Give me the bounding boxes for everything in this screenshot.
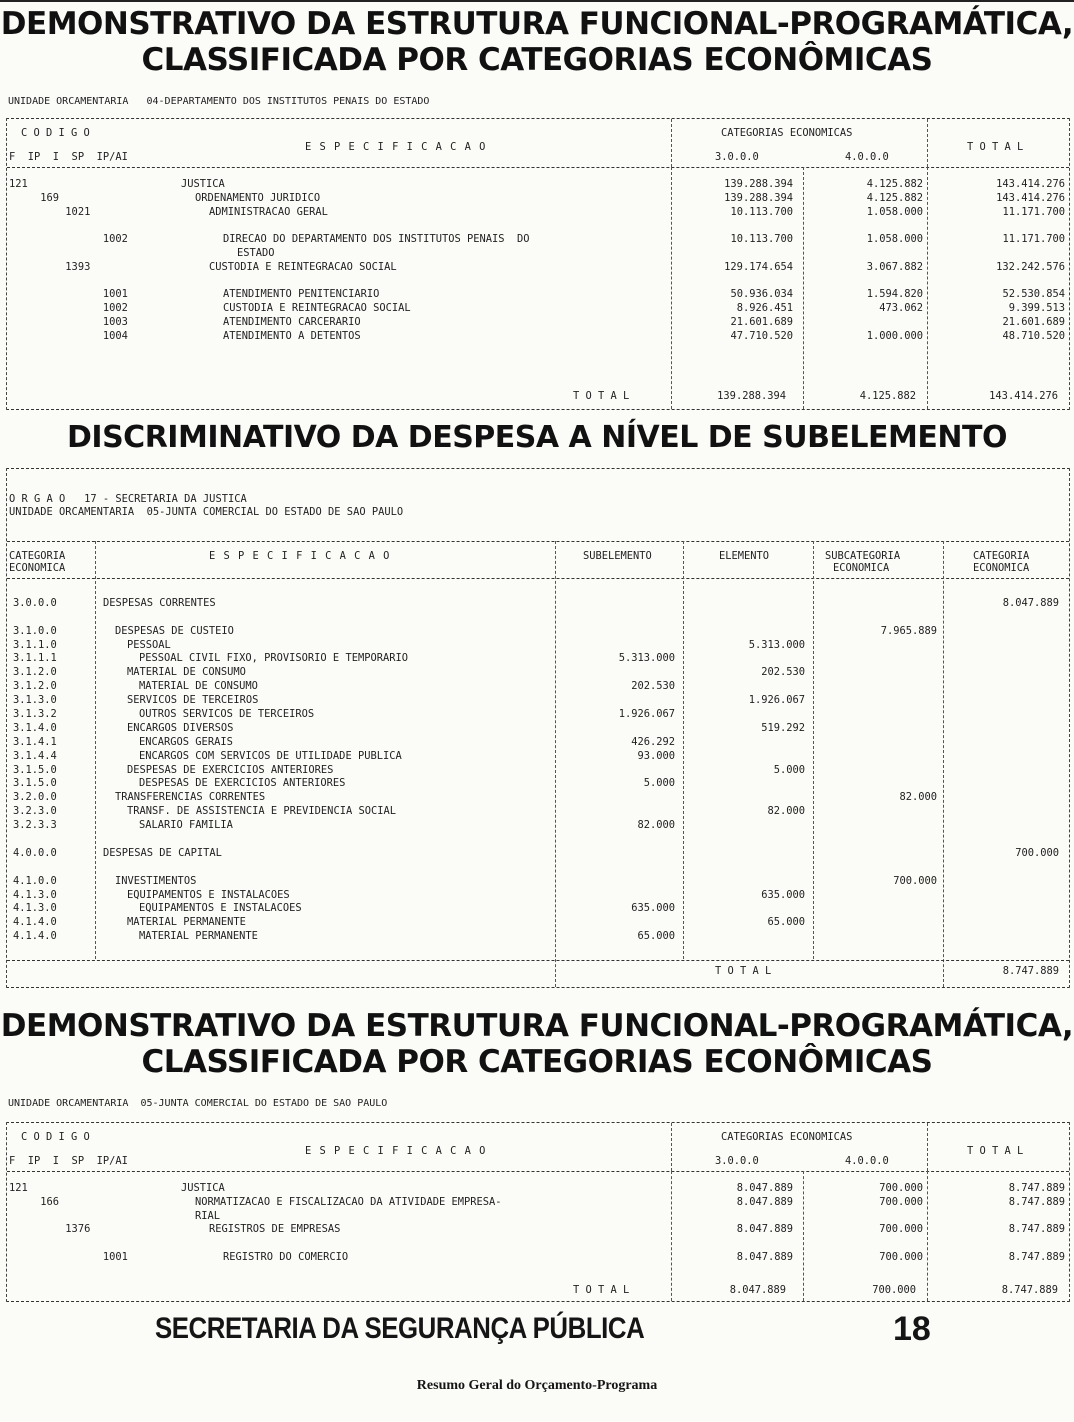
row-spec: ENCARGOS COM SERVICOS DE UTILIDADE PUBLICA [139, 749, 402, 762]
row-code: 1002 [9, 233, 128, 246]
column-divider [95, 541, 96, 959]
row-value-3000: 8.047.889 [736, 1182, 793, 1194]
footer-secretaria: SECRETARIA DA SEGURANÇA PÚBLICA [155, 1312, 645, 1345]
table-row [7, 889, 1069, 903]
row-elemento: 5.313.000 [748, 638, 805, 651]
table-header [7, 119, 1069, 168]
header-code-cols: F IP I SP IP/AI [9, 151, 128, 163]
total-label: T O T A L [715, 965, 772, 977]
row-subcategoria: 700.000 [893, 874, 937, 887]
section-3-table [6, 1122, 1070, 1302]
column-divider [803, 167, 804, 409]
row-subelemento: 1.926.067 [618, 708, 675, 721]
column-divider [927, 1123, 928, 1171]
row-spec: DESPESAS DE EXERCICIOS ANTERIORES [139, 777, 346, 790]
table-row [7, 736, 1069, 750]
row-code: 3.1.3.0 [13, 694, 57, 707]
section-1-unit-line [8, 96, 429, 107]
row-code: 3.1.3.2 [13, 708, 57, 721]
row-spec: ORDENAMENTO JURIDICO [195, 191, 321, 204]
row-value-3000: 129.174.654 [724, 260, 793, 273]
row-value-total: 52.530.854 [1002, 288, 1065, 301]
section-3-body [7, 1172, 1069, 1265]
section-1-title-line2: CLASSIFICADA POR CATEGORIAS ECONÔMICAS [141, 42, 933, 78]
header-codigo: C O D I G O [21, 1131, 90, 1143]
section-2-body [7, 579, 1069, 944]
header-col-4000: 4.0.0.0 [845, 151, 889, 163]
header-col-3000: 3.0.0.0 [715, 151, 759, 163]
table-row [7, 611, 1069, 625]
column-divider [803, 1171, 804, 1301]
row-spec: ADMINISTRACAO GERAL [209, 205, 328, 218]
row-code: 3.1.0.0 [13, 624, 57, 637]
header-total: T O T A L [967, 1145, 1024, 1157]
row-spec: SALARIO FAMILIA [139, 819, 233, 832]
row-spec: ATENDIMENTO PENITENCIARIO [223, 288, 380, 301]
row-subcategoria: 82.000 [899, 791, 937, 804]
row-code: 3.2.3.0 [13, 805, 57, 818]
table-row [7, 847, 1069, 861]
row-spec: RIAL [195, 1209, 221, 1222]
total-grand: 143.414.276 [989, 390, 1058, 402]
orgao-line: O R G A O 17 - SECRETARIA DA JUSTICA [9, 493, 247, 505]
row-spec: DESPESAS DE CUSTEIO [115, 624, 234, 637]
header-total: T O T A L [967, 141, 1024, 153]
unit-value: 05-JUNTA COMERCIAL DO ESTADO DE SAO PAULO [140, 1098, 388, 1109]
row-spec: DESPESAS DE CAPITAL [103, 846, 222, 859]
row-elemento: 519.292 [761, 721, 805, 734]
unit-value: 04-DEPARTAMENTO DOS INSTITUTOS PENAIS DO ESTADO [146, 96, 430, 107]
row-spec: MATERIAL DE CONSUMO [127, 666, 246, 679]
table-row [7, 1196, 1069, 1210]
row-value-3000: 8.047.889 [736, 1195, 793, 1208]
table-row [7, 819, 1069, 833]
row-elemento: 5.000 [773, 763, 805, 776]
row-code: 4.1.3.0 [13, 888, 57, 901]
section-3-title-line1: DEMONSTRATIVO DA ESTRUTURA FUNCIONAL-PROGRAMÁTICA, [0, 1008, 1074, 1044]
section-3-total-row [0, 1284, 1074, 1298]
row-elemento: 82.000 [767, 805, 805, 818]
total-4000: 700.000 [872, 1284, 916, 1296]
row-code: 1001 [9, 1250, 128, 1263]
table-row [7, 902, 1069, 916]
row-value-4000: 4.125.882 [866, 178, 923, 190]
row-subelemento: 426.292 [631, 735, 675, 748]
row-elemento: 1.926.067 [748, 694, 805, 707]
row-subelemento: 5.313.000 [618, 652, 675, 665]
row-code: 169 [9, 191, 60, 204]
table-row [7, 722, 1069, 736]
row-spec: SERVICOS DE TERCEIROS [127, 694, 259, 707]
row-subelemento: 82.000 [637, 819, 675, 832]
table-row [7, 233, 1069, 247]
row-code: 1021 [9, 205, 91, 218]
row-code: 121 [9, 178, 28, 190]
page-number: 18 [893, 1310, 931, 1348]
row-code: 3.1.2.0 [13, 666, 57, 679]
total-grand: 8.747.889 [1001, 1284, 1058, 1296]
row-spec: MATERIAL PERMANENTE [139, 930, 258, 943]
table-row [7, 666, 1069, 680]
row-spec: DESPESAS CORRENTES [103, 596, 216, 609]
row-spec: TRANSF. DE ASSISTENCIA E PREVIDENCIA SOCIAL [127, 805, 396, 818]
row-value-total: 8.747.889 [1008, 1223, 1065, 1236]
section-3-unit-line [8, 1098, 387, 1109]
row-spec: JUSTICA [181, 178, 225, 190]
row-value-3000: 47.710.520 [730, 329, 793, 342]
table-row [7, 330, 1069, 344]
row-subelemento: 65.000 [637, 930, 675, 943]
row-spec: DIRECAO DO DEPARTAMENTO DOS INSTITUTOS PENAIS DO [223, 233, 530, 246]
row-value-3000: 10.113.700 [730, 205, 793, 218]
row-spec: OUTROS SERVICOS DE TERCEIROS [139, 708, 315, 721]
column-divider [927, 1171, 928, 1301]
table-row [7, 1223, 1069, 1237]
row-spec: DESPESAS DE EXERCICIOS ANTERIORES [127, 763, 334, 776]
total-label: T O T A L [573, 1284, 630, 1296]
unit-label: UNIDADE ORCAMENTARIA [8, 1098, 129, 1109]
row-spec: JUSTICA [181, 1182, 225, 1194]
total-value: 8.747.889 [1002, 965, 1059, 977]
header-col-4000: 4.0.0.0 [845, 1155, 889, 1167]
row-value-3000: 139.288.394 [724, 178, 793, 190]
row-value-3000: 8.926.451 [736, 302, 793, 315]
column-divider [671, 1123, 672, 1171]
column-divider [683, 541, 684, 959]
row-spec: INVESTIMENTOS [115, 874, 197, 887]
row-value-total: 143.414.276 [996, 191, 1065, 204]
total-4000: 4.125.882 [859, 390, 916, 402]
row-code: 3.1.4.4 [13, 749, 57, 762]
row-code: 4.0.0.0 [13, 846, 57, 859]
header-categorias: CATEGORIAS ECONOMICAS [721, 1131, 853, 1143]
header-cat-economica-2: ECONOMICA [973, 562, 1030, 574]
row-value-3000: 8.047.889 [736, 1223, 793, 1236]
row-subelemento: 93.000 [637, 749, 675, 762]
row-value-4000: 1.594.820 [866, 288, 923, 301]
table-row [7, 652, 1069, 666]
row-value-total: 11.171.700 [1002, 205, 1065, 218]
table-row [7, 1237, 1069, 1251]
row-spec: ENCARGOS GERAIS [139, 735, 233, 748]
table-row [7, 316, 1069, 330]
header-economica: ECONOMICA [9, 562, 66, 574]
row-code: 3.2.3.3 [13, 819, 57, 832]
row-code: 4.1.4.0 [13, 930, 57, 943]
row-code: 1002 [9, 302, 128, 315]
section-3-title-line2: CLASSIFICADA POR CATEGORIAS ECONÔMICAS [141, 1044, 933, 1080]
table-row [7, 206, 1069, 220]
row-spec: ENCARGOS DIVERSOS [127, 721, 234, 734]
column-divider [813, 541, 814, 959]
row-elemento: 202.530 [761, 666, 805, 679]
header-categorias: CATEGORIAS ECONOMICAS [721, 127, 853, 139]
row-value-4000: 4.125.882 [866, 191, 923, 204]
row-spec: REGISTRO DO COMERCIO [223, 1250, 349, 1263]
total-3000: 8.047.889 [729, 1284, 786, 1296]
row-value-total: 132.242.576 [996, 260, 1065, 273]
row-code: 121 [9, 1182, 28, 1194]
row-value-3000: 8.047.889 [736, 1250, 793, 1263]
table-row [7, 694, 1069, 708]
row-subelemento: 202.530 [631, 680, 675, 693]
row-value-total: 21.601.689 [1002, 315, 1065, 328]
table-row [7, 625, 1069, 639]
row-value-3000: 10.113.700 [730, 233, 793, 246]
table-row [7, 219, 1069, 233]
table-row [7, 861, 1069, 875]
header-especificacao: E S P E C I F I C A C A O [305, 1145, 487, 1157]
unit-label: UNIDADE ORCAMENTARIA [8, 96, 129, 107]
row-subelemento: 5.000 [643, 777, 675, 790]
row-spec: ATENDIMENTO CARCERARIO [223, 315, 361, 328]
table-row [7, 247, 1069, 261]
table-row [7, 916, 1069, 930]
row-value-total: 11.171.700 [1002, 233, 1065, 246]
row-value-4000: 3.067.882 [866, 260, 923, 273]
table-header [7, 1123, 1069, 1172]
table-row [7, 261, 1069, 275]
row-value-total: 9.399.513 [1008, 302, 1065, 315]
table-row [7, 805, 1069, 819]
table-row [7, 1182, 1069, 1196]
row-spec: EQUIPAMENTOS E INSTALACOES [139, 902, 302, 915]
row-code: 3.1.4.1 [13, 735, 57, 748]
table-row [7, 192, 1069, 206]
row-subelemento: 635.000 [631, 902, 675, 915]
total-label: T O T A L [573, 390, 630, 402]
section-1-table [6, 118, 1070, 410]
row-value-total: 8.747.889 [1008, 1195, 1065, 1208]
top-rule [0, 0, 1074, 2]
row-code: 166 [9, 1195, 60, 1208]
table-row [7, 791, 1069, 805]
header-especificacao: E S P E C I F I C A C A O [305, 141, 487, 153]
unidade-line: UNIDADE ORCAMENTARIA 05-JUNTA COMERCIAL DO ESTADO DE SAO PAULO [9, 506, 404, 518]
header-especificacao: E S P E C I F I C A C A O [209, 550, 391, 562]
row-spec: REGISTROS DE EMPRESAS [209, 1223, 341, 1236]
row-code: 3.1.1.0 [13, 638, 57, 651]
row-code: 1376 [9, 1223, 91, 1236]
row-code: 3.1.5.0 [13, 763, 57, 776]
row-value-total: 48.710.520 [1002, 329, 1065, 342]
row-code: 4.1.0.0 [13, 874, 57, 887]
section-1-title-line1: DEMONSTRATIVO DA ESTRUTURA FUNCIONAL-PROGRAMÁTICA, [0, 6, 1074, 42]
table-row [7, 833, 1069, 847]
row-code: 3.1.2.0 [13, 680, 57, 693]
row-value-4000: 1.058.000 [866, 233, 923, 246]
table-row [7, 930, 1069, 944]
row-value-total: 8.747.889 [1008, 1250, 1065, 1263]
column-divider [927, 119, 928, 167]
row-spec: ESTADO [237, 246, 275, 259]
row-spec: MATERIAL DE CONSUMO [139, 680, 258, 693]
table-row [7, 1210, 1069, 1224]
total-separator [7, 960, 1069, 961]
row-code: 3.1.4.0 [13, 721, 57, 734]
row-spec: NORMATIZACAO E FISCALIZACAO DA ATIVIDADE EMPRESA- [195, 1195, 502, 1208]
section-1-total-row [0, 390, 1074, 404]
section-1-body [7, 168, 1069, 344]
row-code: 1393 [9, 260, 91, 273]
row-categoria: 700.000 [1015, 846, 1059, 859]
column-divider [927, 167, 928, 409]
column-divider [671, 167, 672, 409]
table-row [7, 302, 1069, 316]
row-elemento: 65.000 [767, 916, 805, 929]
row-value-4000: 473.062 [879, 302, 923, 315]
column-divider [943, 541, 944, 987]
total-3000: 139.288.394 [717, 390, 786, 402]
table-row [7, 597, 1069, 611]
row-subcategoria: 7.965.889 [880, 624, 937, 637]
table-row [7, 275, 1069, 289]
row-code: 1004 [9, 329, 128, 342]
row-value-4000: 700.000 [879, 1182, 923, 1194]
table-row [7, 288, 1069, 302]
row-spec: PESSOAL [127, 638, 171, 651]
header-subelemento: SUBELEMENTO [583, 550, 652, 562]
row-spec: CUSTODIA E REINTEGRACAO SOCIAL [223, 302, 411, 315]
row-spec: EQUIPAMENTOS E INSTALACOES [127, 888, 290, 901]
header-elemento: ELEMENTO [719, 550, 770, 562]
row-spec: CUSTODIA E REINTEGRACAO SOCIAL [209, 260, 397, 273]
row-elemento: 635.000 [761, 888, 805, 901]
row-spec: ATENDIMENTO A DETENTOS [223, 329, 361, 342]
row-value-4000: 1.000.000 [866, 329, 923, 342]
row-value-4000: 700.000 [879, 1223, 923, 1236]
row-code: 3.1.1.1 [13, 652, 57, 665]
row-spec: TRANSFERENCIAS CORRENTES [115, 791, 266, 804]
column-divider [671, 1171, 672, 1301]
table-row [7, 1251, 1069, 1265]
table-row [7, 875, 1069, 889]
column-divider [671, 119, 672, 167]
header-subcategoria: SUBCATEGORIA [825, 550, 901, 562]
row-value-3000: 139.288.394 [724, 191, 793, 204]
row-code: 3.2.0.0 [13, 791, 57, 804]
row-code: 3.0.0.0 [13, 596, 57, 609]
row-value-total: 8.747.889 [1008, 1182, 1065, 1194]
table-row [7, 777, 1069, 791]
header-subcat-economica: ECONOMICA [833, 562, 890, 574]
row-code: 4.1.4.0 [13, 916, 57, 929]
table-row [7, 583, 1069, 597]
table-header [7, 542, 1069, 579]
footer-subtitle: Resumo Geral do Orçamento-Programa [416, 1378, 658, 1393]
org-block [7, 469, 1069, 542]
column-divider [555, 541, 556, 987]
header-categoria: CATEGORIA [9, 550, 66, 562]
table-row [7, 178, 1069, 192]
row-code: 1003 [9, 315, 128, 328]
table-row [7, 750, 1069, 764]
table-row [7, 764, 1069, 778]
section-2-total-row [7, 965, 1069, 979]
row-spec: MATERIAL PERMANENTE [127, 916, 246, 929]
table-row [7, 639, 1069, 653]
table-row [7, 680, 1069, 694]
row-code: 3.1.5.0 [13, 777, 57, 790]
row-value-total: 143.414.276 [996, 178, 1065, 190]
row-value-4000: 700.000 [879, 1250, 923, 1263]
row-code: 1001 [9, 288, 128, 301]
header-col-3000: 3.0.0.0 [715, 1155, 759, 1167]
header-cat-economica: CATEGORIA [973, 550, 1030, 562]
row-categoria: 8.047.889 [1002, 596, 1059, 609]
header-code-cols: F IP I SP IP/AI [9, 1155, 128, 1167]
table-row [7, 708, 1069, 722]
row-spec: PESSOAL CIVIL FIXO, PROVISORIO E TEMPORARIO [139, 652, 408, 665]
row-value-3000: 21.601.689 [730, 315, 793, 328]
row-value-3000: 50.936.034 [730, 288, 793, 301]
header-codigo: C O D I G O [21, 127, 90, 139]
row-code: 4.1.3.0 [13, 902, 57, 915]
section-2-title: DISCRIMINATIVO DA DESPESA A NÍVEL DE SUBELEMENTO [67, 420, 1007, 455]
section-2-table [6, 468, 1070, 988]
row-value-4000: 1.058.000 [866, 205, 923, 218]
row-value-4000: 700.000 [879, 1195, 923, 1208]
